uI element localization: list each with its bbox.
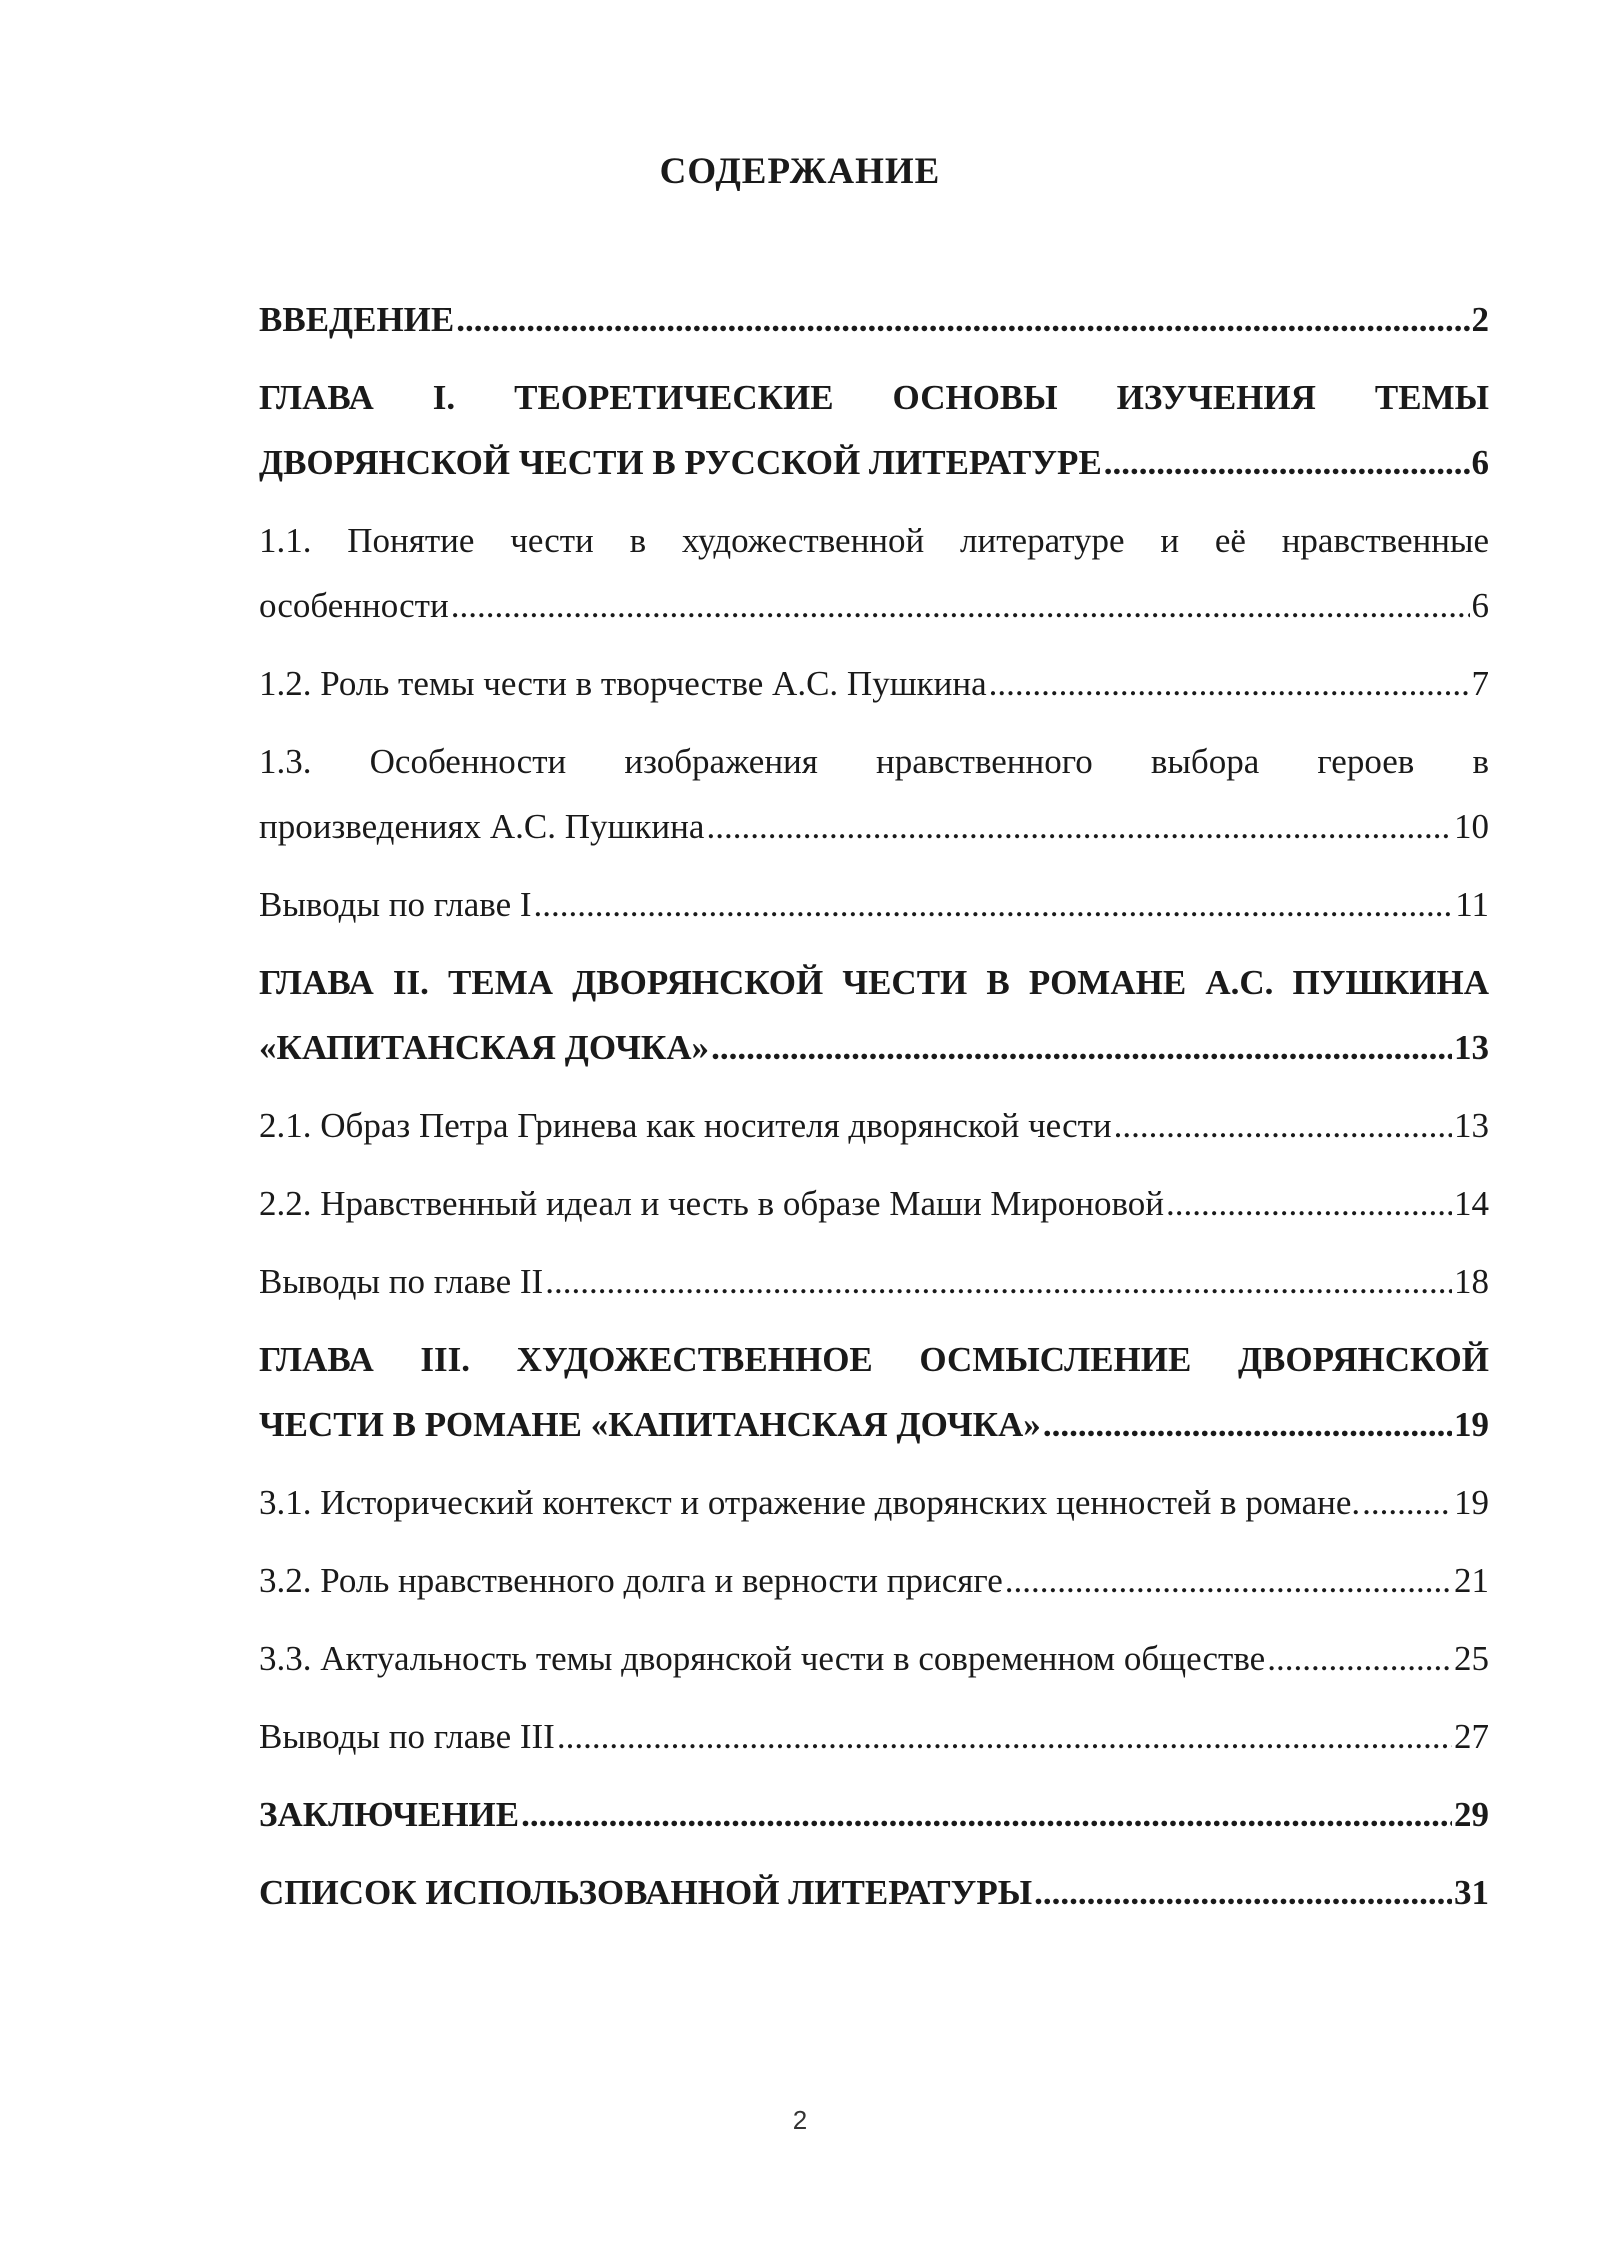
toc-entry-title: 3.3. Актуальность темы дворянской чести в современном обществе	[259, 1639, 1266, 1678]
toc-entry-title-line: ГЛАВА III. ХУДОЖЕСТВЕННОЕ ОСМЫСЛЕНИЕ ДВОРЯНСКОЙ	[259, 1340, 1489, 1379]
toc-entry-page-number: 25	[1454, 1639, 1489, 1678]
toc-entry-title: Выводы по главе I	[259, 885, 532, 924]
table-of-contents	[259, 287, 1489, 1938]
toc-entry-title: СПИСОК ИСПОЛЬЗОВАННОЙ ЛИТЕРАТУРЫ	[259, 1873, 1033, 1912]
toc-entry-page-number: 13	[1454, 1106, 1489, 1145]
dot-leader	[1114, 1093, 1452, 1158]
toc-entry-line	[259, 1782, 1489, 1847]
dot-leader	[711, 1015, 1452, 1080]
toc-entry-title: «КАПИТАНСКАЯ ДОЧКА»	[259, 1028, 710, 1067]
dot-leader	[557, 1704, 1452, 1769]
toc-entry[interactable]	[259, 1626, 1489, 1691]
toc-entry-title: особенности	[259, 586, 449, 625]
toc-entry[interactable]	[259, 950, 1489, 1080]
dot-leader	[706, 794, 1452, 859]
toc-entry-line	[259, 651, 1489, 716]
toc-entry-page-number: 19	[1454, 1405, 1489, 1444]
toc-heading: СОДЕРЖАНИЕ	[659, 151, 941, 192]
toc-entry-line	[259, 794, 1489, 859]
toc-entry-line	[259, 872, 1489, 937]
toc-entry[interactable]	[259, 365, 1489, 495]
dot-leader	[1166, 1171, 1452, 1236]
toc-entry[interactable]	[259, 1704, 1489, 1769]
toc-entry-line	[259, 287, 1489, 352]
dot-leader	[1104, 430, 1470, 495]
toc-entry[interactable]	[259, 729, 1489, 859]
toc-entry-title-line: ГЛАВА II. ТЕМА ДВОРЯНСКОЙ ЧЕСТИ В РОМАНЕ А.С. ПУШКИНА	[259, 963, 1489, 1002]
dot-leader	[1043, 1392, 1452, 1457]
toc-entry[interactable]	[259, 1327, 1489, 1457]
toc-entry-line	[259, 573, 1489, 638]
toc-entry-title: ДВОРЯНСКОЙ ЧЕСТИ В РУССКОЙ ЛИТЕРАТУРЕ	[259, 443, 1102, 482]
toc-entry-page-number: 19	[1454, 1483, 1489, 1522]
toc-entry[interactable]	[259, 1860, 1489, 1925]
toc-entry-line	[259, 1392, 1489, 1457]
dot-leader	[534, 872, 1454, 937]
toc-entry[interactable]	[259, 1093, 1489, 1158]
toc-entry[interactable]	[259, 1249, 1489, 1314]
toc-entry-line	[259, 430, 1489, 495]
toc-entry-line	[259, 1704, 1489, 1769]
toc-entry-title-line: 1.1. Понятие чести в художественной литературе и её нравственные	[259, 521, 1489, 560]
toc-entry-page-number: 7	[1471, 664, 1489, 703]
toc-entry-title: ЗАКЛЮЧЕНИЕ	[259, 1795, 520, 1834]
dot-leader	[456, 287, 1469, 352]
dot-leader	[1005, 1548, 1452, 1613]
toc-entry[interactable]	[259, 287, 1489, 352]
toc-entry-title: ЧЕСТИ В РОМАНЕ «КАПИТАНСКАЯ ДОЧКА»	[259, 1405, 1041, 1444]
toc-entry-title: произведениях А.С. Пушкина	[259, 807, 705, 846]
toc-entry-page-number: 18	[1454, 1262, 1489, 1301]
toc-entry-line	[259, 1470, 1489, 1535]
toc-entry-title: Выводы по главе III	[259, 1717, 555, 1756]
dot-leader	[451, 573, 1470, 638]
toc-entry-line	[259, 1860, 1489, 1925]
toc-entry-line	[259, 1171, 1489, 1236]
toc-entry-line	[259, 1015, 1489, 1080]
toc-entry[interactable]	[259, 1171, 1489, 1236]
dot-leader	[989, 651, 1470, 716]
toc-entry-line	[259, 1093, 1489, 1158]
toc-entry-line	[259, 1626, 1489, 1691]
page-number: 2	[792, 2105, 808, 2135]
toc-entry-page-number: 31	[1454, 1873, 1489, 1912]
toc-entry-page-number: 29	[1454, 1795, 1489, 1834]
toc-entry-page-number: 6	[1471, 443, 1489, 482]
toc-entry-line	[259, 1249, 1489, 1314]
toc-entry-page-number: 14	[1454, 1184, 1489, 1223]
toc-entry-page-number: 2	[1471, 300, 1489, 339]
toc-entry-page-number: 11	[1455, 885, 1489, 924]
toc-entry-title-line: 1.3. Особенности изображения нравственного выбора героев в	[259, 742, 1489, 781]
toc-entry-title: 3.2. Роль нравственного долга и верности присяге	[259, 1561, 1003, 1600]
toc-entry-title: Выводы по главе II	[259, 1262, 544, 1301]
toc-entry-line	[259, 1548, 1489, 1613]
toc-entry[interactable]	[259, 1470, 1489, 1535]
toc-entry[interactable]	[259, 1548, 1489, 1613]
toc-entry[interactable]	[259, 651, 1489, 716]
dot-leader	[521, 1782, 1452, 1847]
dot-leader	[545, 1249, 1452, 1314]
toc-entry-page-number: 10	[1454, 807, 1489, 846]
toc-entry-page-number: 21	[1454, 1561, 1489, 1600]
toc-entry[interactable]	[259, 508, 1489, 638]
toc-entry-page-number: 27	[1454, 1717, 1489, 1756]
dot-leader	[1034, 1860, 1452, 1925]
toc-entry-title: ВВЕДЕНИЕ	[259, 300, 455, 339]
toc-entry-title: 1.2. Роль темы чести в творчестве А.С. Пушкина	[259, 664, 987, 703]
toc-entry[interactable]	[259, 1782, 1489, 1847]
toc-entry[interactable]	[259, 872, 1489, 937]
toc-entry-page-number: 13	[1454, 1028, 1489, 1067]
toc-entry-title: 2.2. Нравственный идеал и честь в образе Маши Мироновой	[259, 1184, 1165, 1223]
toc-entry-title-line: ГЛАВА I. ТЕОРЕТИЧЕСКИЕ ОСНОВЫ ИЗУЧЕНИЯ ТЕМЫ	[259, 378, 1489, 417]
toc-entry-title: 3.1. Исторический контекст и отражение дворянских ценностей в романе.	[259, 1483, 1361, 1522]
dot-leader	[1267, 1626, 1452, 1691]
dot-leader	[1362, 1470, 1452, 1535]
toc-entry-page-number: 6	[1471, 586, 1489, 625]
toc-entry-title: 2.1. Образ Петра Гринева как носителя дворянской чести	[259, 1106, 1112, 1145]
